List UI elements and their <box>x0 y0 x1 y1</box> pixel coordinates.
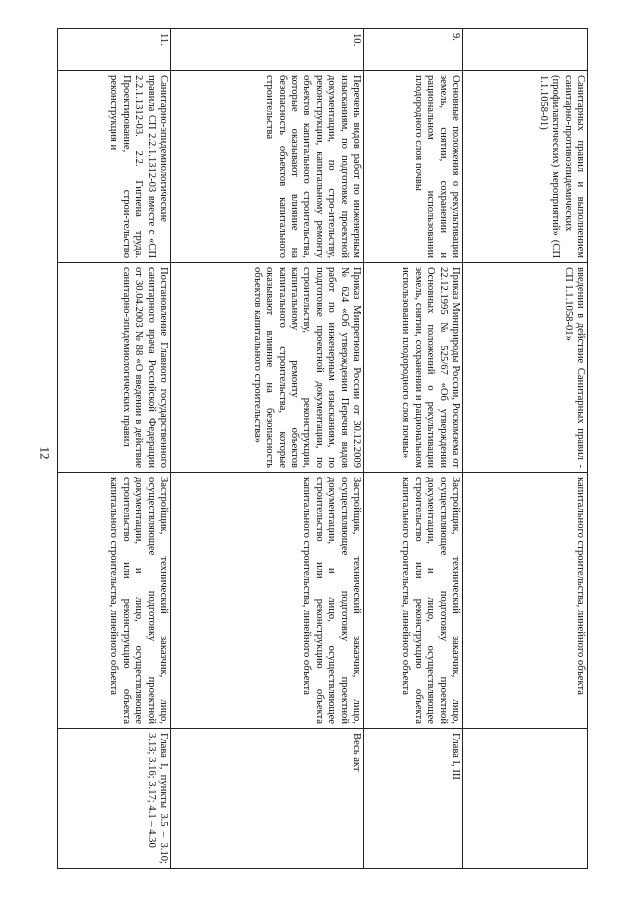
scope-cell: Глава I, III <box>364 729 463 869</box>
approving-act-cell: Приказ Минрегиона России от 30.12.2009 № 624 «Об утверждении Перечня видов работ по инженерным изысканиям, по подготовке проектной документации, по строительству, реконструкции, капитальному ремонту объектов капитального строительства, которые оказывают влияние на безопасность объектов капитального строительства» <box>171 263 364 473</box>
table-row <box>171 29 364 869</box>
document-name-cell: Основные положения о рекультивации земель, снятии, сохранении и рациональном использовании плодородного слоя почвы <box>364 71 463 263</box>
scope-cell: Глава I, пункты 3.5 – 3.10; 3.13; 3.16; 3.17; 4.1 – 4.30 <box>58 729 171 869</box>
approving-act-cell: Приказ Минприроды России, Роскомзема от 22.12.1995 № 525/67 «Об утверждении Основных положений о рекультивации земель, снятии, сохранении и рациональном использовании плодородного слоя почвы» <box>364 263 463 473</box>
document-name-cell: Санитарно-эпидемиологические правила СП 2.2.1.1312-03 вместе с «СП 2.2.1.1312-03. 2.2. Гигиена труда. Проектирование, строи-тельство реконструкция и <box>58 71 171 263</box>
page-number: 12 <box>37 446 53 460</box>
table-row <box>463 29 588 869</box>
obligated-subjects-cell: Застройщик, технический заказчик, лицо, осуществляющее подготовку проектной документации, и лицо, осуществляющее строительство или реконструкцию объекта капитального строительства, линейного объекта <box>58 473 171 729</box>
obligated-subjects-cell: капитального строительства, линейного объекта <box>463 473 588 729</box>
obligated-subjects-cell: Застройщик, технический заказчик, лицо, осуществляющее подготовку проектной документации, и лицо, осуществляющее строительство или реконструкцию объекта капитального строительства, линейного объекта <box>364 473 463 729</box>
approving-act-cell: Постановление Главного государственного санитарного врача Российской Федерации от 30.04.2003 № 88 «О введении в действие санитарно-эпидемиологических правил <box>58 263 171 473</box>
regulations-table <box>57 28 588 869</box>
row-number <box>463 29 588 71</box>
regulations-table-rotated <box>66 28 588 868</box>
document-name-cell: Перечень видов работ по инженерным изысканиям, по подготовке проектной документации, по стро-ительству, реконструкции, капитальному ремонту объектов капитального строительства, которые оказывают влияние на безопасность объектов капитального строительства <box>171 71 364 263</box>
scope-cell <box>463 729 588 869</box>
scope-cell: Весь акт <box>171 729 364 869</box>
row-number: 11. <box>58 29 171 71</box>
row-number: 10. <box>171 29 364 71</box>
table-row <box>364 29 463 869</box>
table-row <box>58 29 171 869</box>
obligated-subjects-cell: Застройщик, технический заказчик, лицо, осуществляющее подготовку проектной документации, и лицо, осуществляющее строительство или реконструкцию объекта капитального строительства, линейного объекта <box>171 473 364 729</box>
row-number: 9. <box>364 29 463 71</box>
document-name-cell: Санитарных правил и выполнением санитарно-противоэпидемических (профилактических) мероприятий» (СП 1.1.1058-01) <box>463 71 588 263</box>
approving-act-cell: введении в действие Санитарных правил - СП 1.1.1058-01» <box>463 263 588 473</box>
